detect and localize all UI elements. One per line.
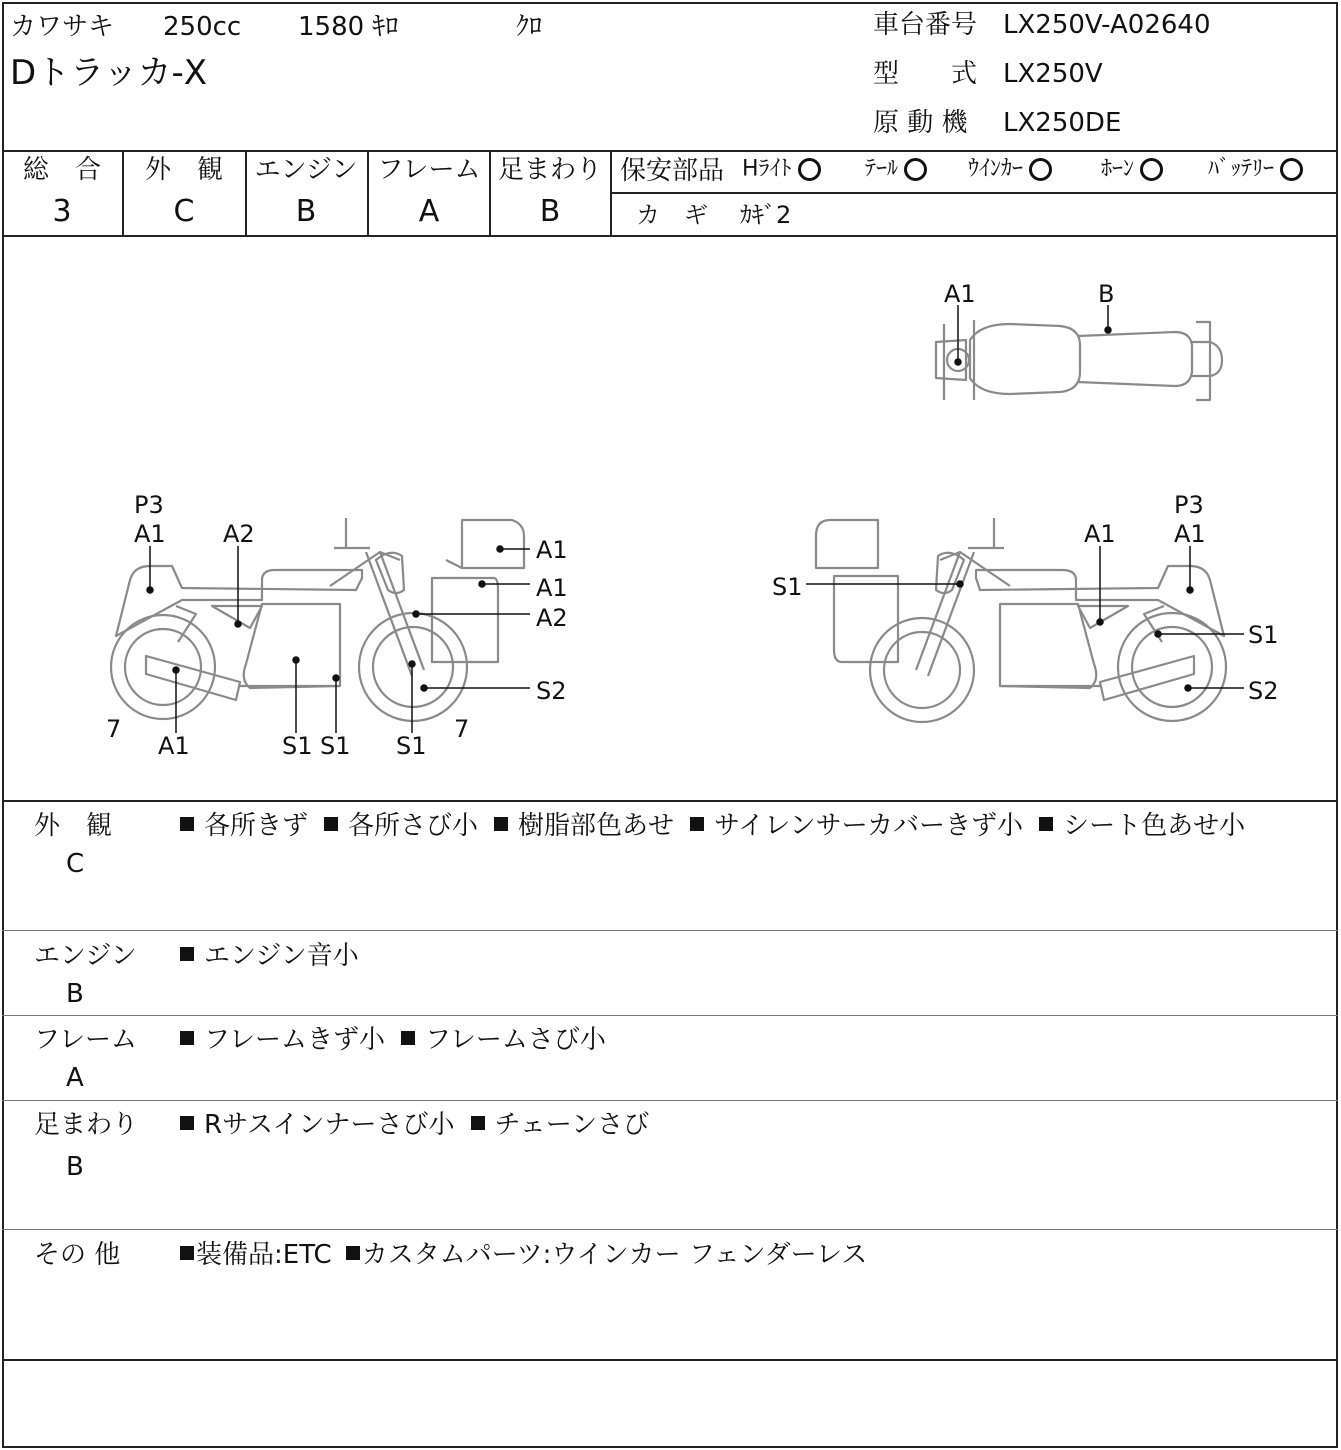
frame-number-label: 車台番号 (873, 10, 978, 40)
diagram-label: P3 (134, 491, 164, 519)
section-suspension-label: 足まわり (34, 1110, 139, 1140)
safety-item-battery: ﾊﾞｯﾃﾘｰ (1208, 158, 1303, 181)
diagram-label: S1 (320, 732, 351, 760)
section-frame-items: フレームきず小 フレームさび小 (180, 1027, 622, 1053)
type-label: 型 式 (873, 59, 978, 89)
bullet-square-icon (180, 817, 194, 831)
bike-top-view (936, 320, 1222, 400)
diagram-label: S1 (772, 573, 803, 601)
divider (2, 1015, 1338, 1016)
ok-circle-icon (1140, 158, 1163, 181)
safety-item-headlight: Hﾗｲﾄ (742, 158, 821, 181)
mileage: 1580 ｷﾛ (298, 12, 399, 42)
bullet-square-icon (1039, 817, 1053, 831)
grade-exterior-label: 外 観 (144, 155, 223, 185)
ok-circle-icon (1029, 158, 1052, 181)
model-name: Dトラッカ-X (10, 53, 208, 93)
grade-suspension-value: B (539, 194, 561, 229)
ok-circle-icon (1280, 158, 1303, 181)
grade-engine-label: エンジン (254, 155, 358, 185)
divider (2, 800, 1338, 802)
diagram-label: S1 (396, 732, 427, 760)
diagram-label: 7 (106, 715, 122, 743)
divider (2, 930, 1338, 931)
divider (2, 1359, 1338, 1361)
diagram-label: S2 (536, 677, 567, 705)
damage-diagram (0, 236, 1341, 801)
diagram-label: P3 (1174, 491, 1204, 519)
divider (610, 150, 612, 236)
safety-item-horn: ﾎｰﾝ (1101, 158, 1163, 181)
ok-circle-icon (798, 158, 821, 181)
safety-item-tail: ﾃｰﾙ (865, 158, 927, 181)
grade-suspension-label: 足まわり (497, 155, 602, 185)
diagram-label: A1 (1084, 520, 1116, 548)
engine-value: LX250DE (1003, 108, 1122, 138)
maker: カワサキ (10, 12, 115, 42)
section-engine-grade: B (66, 979, 84, 1009)
grade-frame-value: A (418, 194, 440, 229)
grade-engine-value: B (295, 194, 317, 229)
engine-label: 原 動 機 (873, 108, 968, 138)
grade-overall-label: 総 合 (22, 155, 101, 185)
diagram-label: S2 (1248, 677, 1279, 705)
bike-left-view (111, 518, 524, 721)
section-frame-label: フレーム (34, 1025, 137, 1055)
bullet-square-icon (324, 817, 338, 831)
section-exterior-items: 各所きず 各所さび小 樹脂部色あせ サイレンサーカバーきず小 シート色あせ小 (180, 813, 1261, 839)
diagram-label: A2 (223, 520, 255, 548)
section-engine-label: エンジン (34, 941, 137, 971)
bullet-square-icon (180, 947, 194, 961)
type-value: LX250V (1003, 59, 1103, 89)
diagram-label: A1 (1174, 520, 1206, 548)
bullet-square-icon (401, 1031, 415, 1045)
key-label: カ ギ (636, 201, 708, 229)
ok-circle-icon (904, 158, 927, 181)
displacement: 250cc (163, 12, 242, 42)
grade-overall-value: 3 (52, 194, 72, 229)
divider (612, 192, 1338, 194)
section-exterior-grade: C (66, 849, 85, 879)
diagram-label: A1 (158, 732, 190, 760)
section-suspension-items: Rサスインナーさび小 チェーンさび (180, 1112, 665, 1138)
diagram-label: A1 (536, 536, 568, 564)
section-other-label: その 他 (34, 1240, 121, 1270)
safety-item-winker: ｳｲﾝｶｰ (968, 158, 1052, 181)
divider (2, 1100, 1338, 1101)
diagram-label: A2 (536, 604, 568, 632)
diagram-label: S1 (1248, 621, 1279, 649)
diagram-label: A1 (134, 520, 166, 548)
safety-parts-label: 保安部品 (620, 156, 725, 186)
grade-frame-label: フレーム (377, 155, 481, 185)
bullet-square-icon (180, 1116, 194, 1130)
bike-right-view (816, 518, 1226, 722)
bullet-square-icon (346, 1246, 360, 1260)
divider (2, 1229, 1338, 1230)
bullet-square-icon (180, 1246, 194, 1260)
diagram-label: A1 (536, 574, 568, 602)
grade-exterior-value: C (173, 194, 195, 229)
bullet-square-icon (180, 1031, 194, 1045)
diagram-label: S1 (282, 732, 313, 760)
key-value: ｶｷﾞ2 (740, 201, 792, 229)
section-other-items: 装備品:ETC カスタムパーツ:ウインカー フェンダーレス (180, 1242, 867, 1268)
section-engine-items: エンジン音小 (180, 943, 375, 969)
bullet-square-icon (690, 817, 704, 831)
divider (2, 150, 1338, 152)
color: ｸﾛ (516, 12, 543, 42)
section-suspension-grade: B (66, 1152, 84, 1182)
bullet-square-icon (471, 1116, 485, 1130)
diagram-label: B (1098, 280, 1115, 308)
diagram-label: A1 (944, 280, 976, 308)
section-frame-grade: A (66, 1063, 84, 1093)
diagram-label: 7 (454, 715, 470, 743)
section-exterior-label: 外 観 (34, 811, 113, 841)
frame-number: LX250V-A02640 (1003, 10, 1211, 40)
bullet-square-icon (494, 817, 508, 831)
